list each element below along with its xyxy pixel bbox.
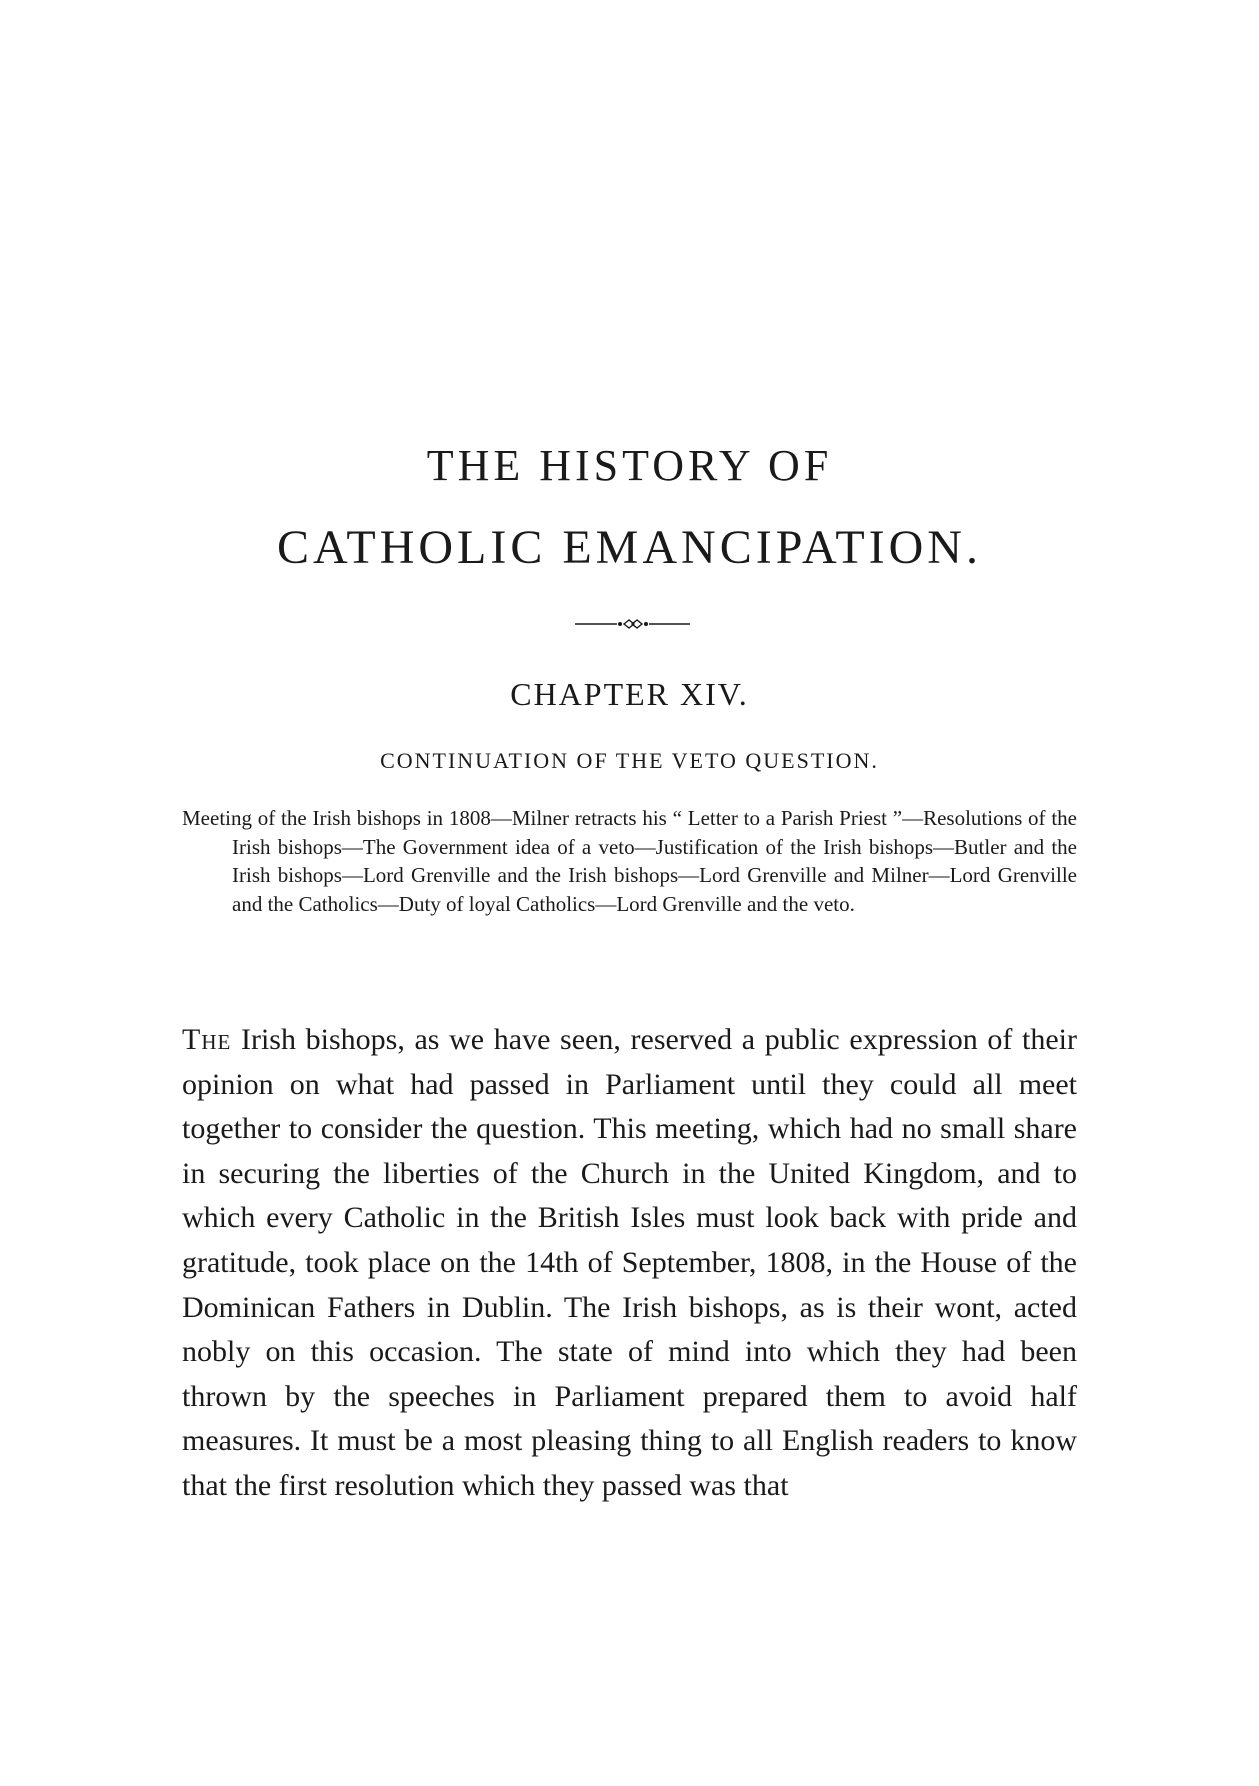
ornamental-rule-icon [575,618,690,630]
body-lead-word: The [182,1023,232,1056]
body-paragraph [182,1018,1077,1509]
body-paragraph-text: Irish bishops, as we have seen, reserved a public expression of their opinion on what had passed in Parliament until they could all meet together to consider the question. This meeting, which had no small share in securing the liberties of the Church in the United Kingdom, and to which every Catholic in the British Isles must look back with pride and gratitude, took place on the 14th of September, 1808, in the House of the Dominican Fathers in Dublin. The Irish bishops, as is their wont, acted nobly on this occasion. The state of mind into which they had been thrown by the speeches in Parliament prepared them to avoid half measures. It must be a most pleasing thing to all English readers to know that the first resolution which they passed was that [182,1023,1077,1502]
chapter-synopsis: Meeting of the Irish bishops in 1808—Milner retracts his “ Letter to a Parish Priest ”—Resolutions of the Irish bishops—The Government idea of a veto—Justification of the Irish bishops—Butler and the Irish bishops—Lord Grenville and the Irish bishops—Lord Grenville and Milner—Lord Grenville and the Catholics—Duty of loyal Catholics—Lord Grenville and the veto. [182,806,1077,916]
chapter-heading: CHAPTER XIV. [510,676,749,712]
book-title-line-1: THE HISTORY OF [426,441,833,490]
book-title-line-2: CATHOLIC EMANCIPATION. [277,521,982,574]
chapter-subtitle: CONTINUATION OF THE VETO QUESTION. [380,748,879,773]
